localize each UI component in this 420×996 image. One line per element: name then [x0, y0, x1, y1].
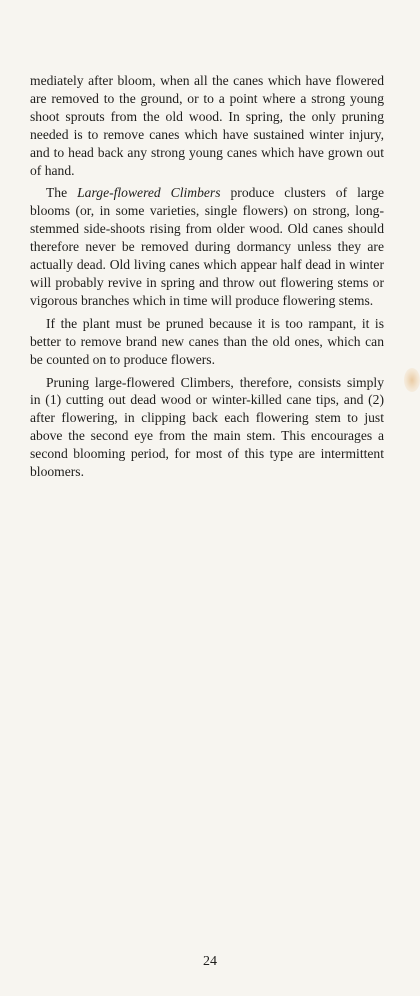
paragraph-2-rest: produce clusters of large blooms (or, in some varieties, single flowers) on strong, long-stemmed side-shoots rising from older wood. Old canes should therefore never be removed during dormancy unless they are actually dead. Old living canes which appear half dead in winter will probably revive in spring and throw out flowering stems or vigorous branches which in time will produce flowering stems.	[30, 185, 384, 308]
paragraph-3: If the plant must be pruned because it is too rampant, it is better to remove brand new canes than the old ones, which can be counted on to produce flowers.	[30, 315, 384, 367]
paper-stain	[404, 368, 420, 392]
paragraph-1: mediately after bloom, when all the canes which have flowered are removed to the ground, or to a point where a strong young shoot sprouts from the old wood. In spring, the only pruning needed is to remove canes which have sustained winter injury, and to head back any strong young canes which have grown out of hand.	[30, 73, 384, 178]
paragraph-2-lead: The	[46, 185, 78, 201]
page-number: 24	[203, 954, 217, 969]
body-text	[30, 72, 384, 481]
paragraph-2	[30, 184, 384, 309]
paragraph-2-italic-term: Large-flowered Climbers	[77, 185, 221, 201]
paragraph-4: Pruning large-flowered Climbers, therefore, consists simply in (1) cutting out dead wood or winter-killed cane tips, and (2) after flowering, in clipping back each flowering stem to just above the second eye from the main stem. This encourages a second blooming period, for most of this type are intermittent bloomers.	[30, 374, 384, 480]
